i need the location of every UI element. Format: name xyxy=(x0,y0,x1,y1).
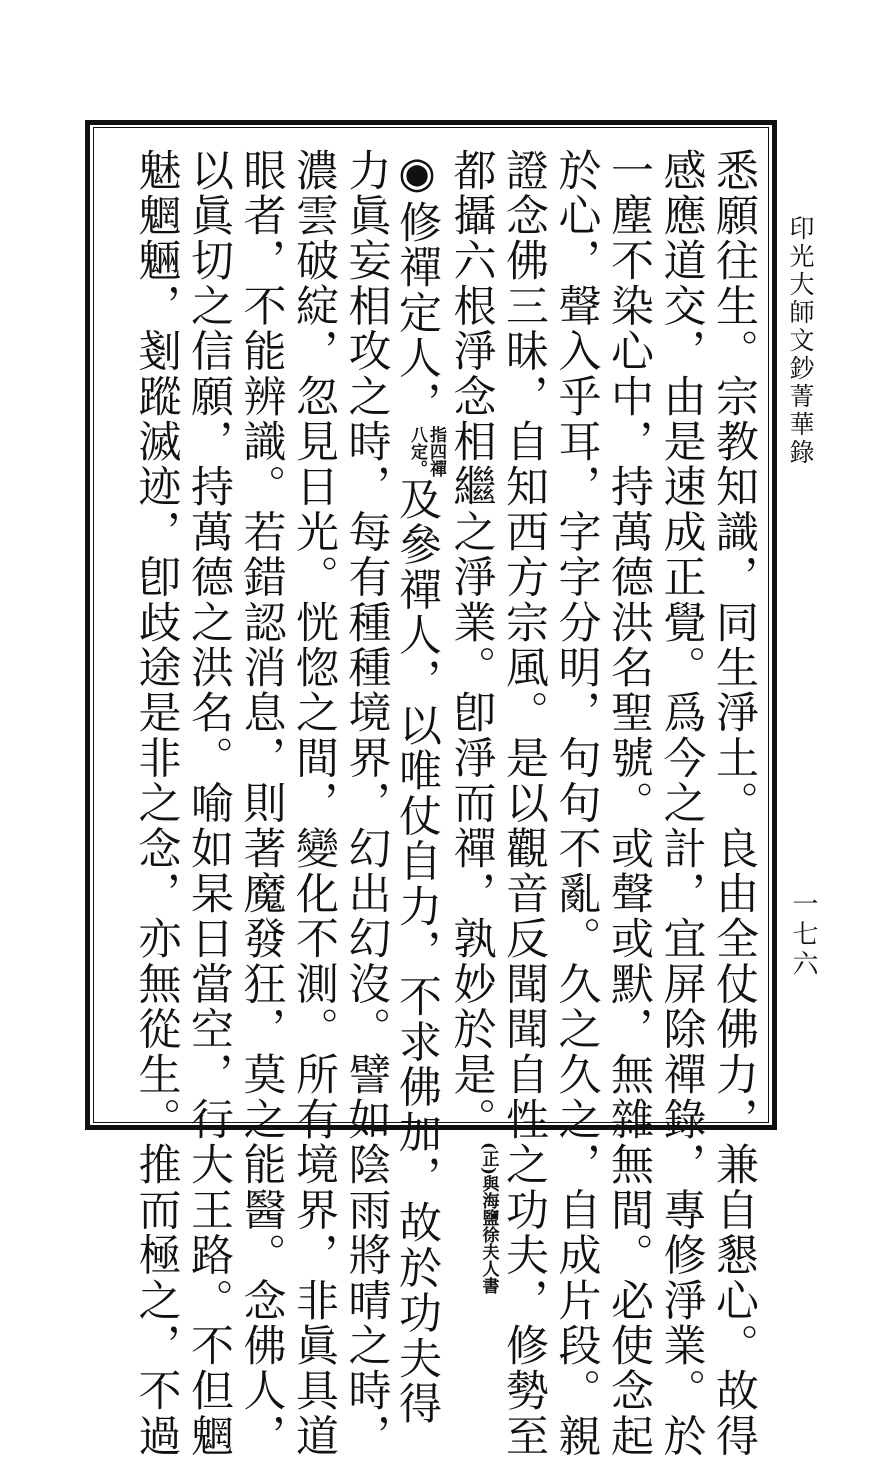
inline-note-double xyxy=(407,426,445,477)
text-column-7-head: ◉修禪定人， xyxy=(392,148,442,427)
text-column-7 xyxy=(392,148,446,1427)
text-column-9: 濃雲破綻，忽見日光。恍惚之間，變化不測。所有境界，非眞具道 xyxy=(289,148,339,1459)
text-column-11: 以眞切之信願，持萬德之洪名。喻如杲日當空，行大王路。不但魍 xyxy=(184,148,234,1459)
text-column-2: 感應道交，由是速成正覺。爲今之計，宜屏除禪錄，專修淨業。於 xyxy=(656,148,707,1459)
text-column-4: 於心，聲入乎耳，字字分明，句句不亂。久之久之，自成片段。親 xyxy=(551,148,602,1459)
inline-note-line-2: 八定。 xyxy=(407,426,427,478)
text-column-10: 眼者，不能辨識。若錯認消息，則著魔發狂，莫之能醫。念佛人， xyxy=(236,148,287,1459)
inline-note-line-1: 指四禪 xyxy=(426,426,446,478)
text-column-8: 力眞妄相攻之時，每有種種境界，幻出幻沒。譬如陰雨將晴之時， xyxy=(341,148,392,1459)
text-column-5: 證念佛三昧，自知西方宗風。是以觀音反聞聞自性之功夫，修勢至 xyxy=(499,148,549,1459)
page-number: 一七六 xyxy=(788,890,818,980)
body-text xyxy=(100,148,760,1459)
book-title: 印光大師文鈔菁華錄 xyxy=(786,215,815,467)
text-column-3: 一塵不染心中，持萬德洪名聖號。或聲或默，無雜無間。必使念起 xyxy=(604,148,654,1459)
text-column-12: 魅魍魎，剗蹤滅迹，卽歧途是非之念，亦無從生。推而極之，不過 xyxy=(131,148,182,1459)
text-column-7-rest: 及參禪人，以唯仗自力，不求佛加，故於功夫得 xyxy=(392,477,442,1427)
text-column-6 xyxy=(445,148,499,1295)
text-column-6-main: 都攝六根淨念相繼之淨業。卽淨而禪，孰妙於是。 xyxy=(446,148,497,1143)
source-annotation: (正)與海鹽徐夫人書 xyxy=(478,1142,499,1295)
text-column-1: 悉願往生。宗教知識，同生淨土。良由全仗佛力，兼自懇心。故得 xyxy=(709,148,759,1459)
